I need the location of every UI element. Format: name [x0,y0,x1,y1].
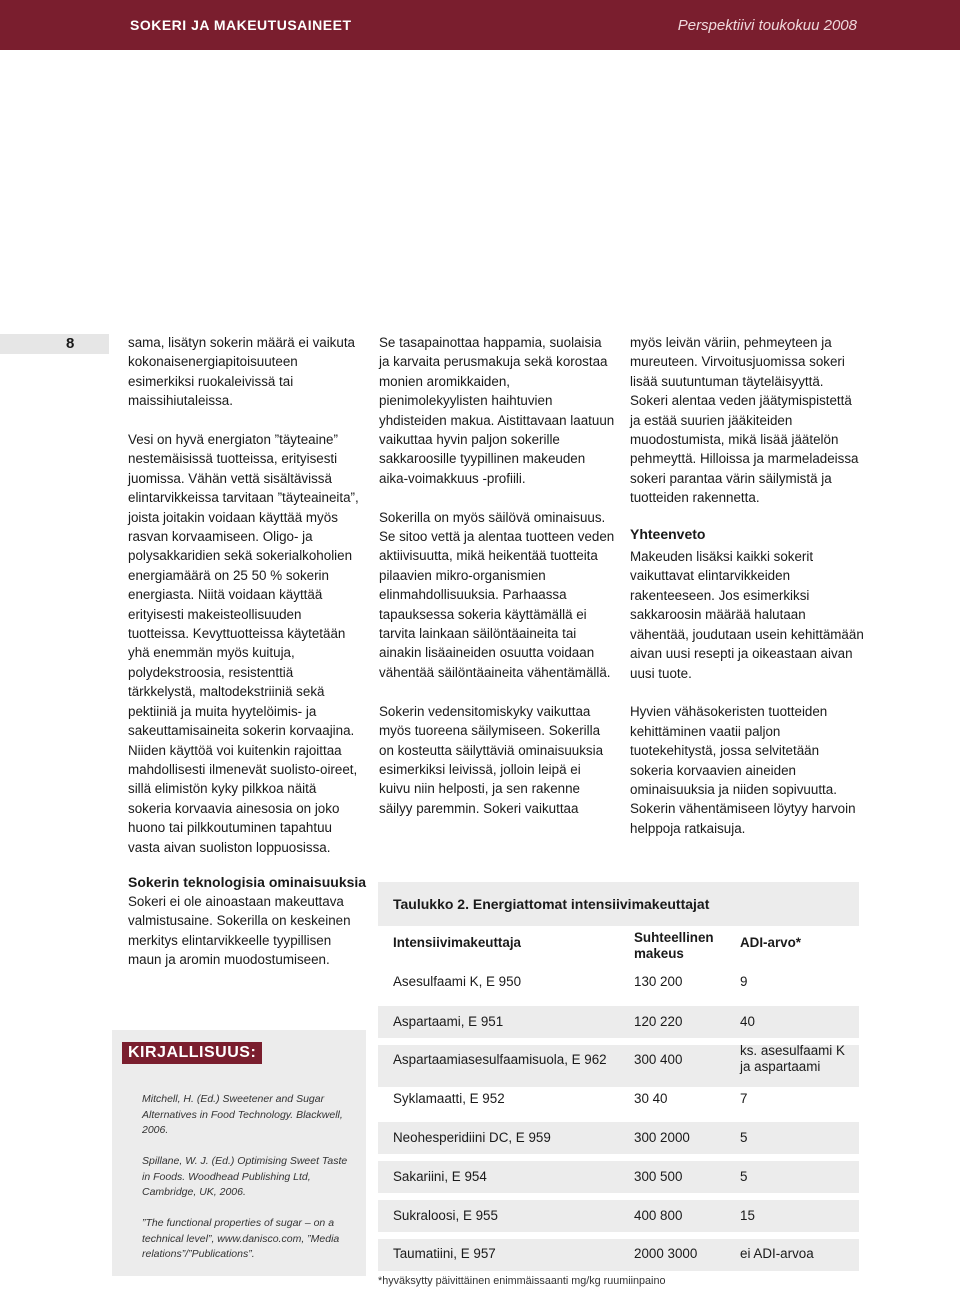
paragraph: Sokerin vedensitomiskyky vaikuttaa myös tuoreena säilymiseen. Sokerilla on kosteutta säilyttäviä ominaisuuksia esimerkiksi leivissä, jolloin leipä ei kuivu niin helposti, ja sen rakenne säilyy paremmin. Sokeri vaikuttaa [379,703,604,816]
table-cell: Aspartaamiasesulfaamisuola, E 962 [393,1052,607,1067]
table-cell: 15 [740,1208,755,1223]
table-cell: Syklamaatti, E 952 [393,1091,505,1106]
table-cell: 300 2000 [634,1130,690,1145]
table-cell: ei ADI-arvoa [740,1246,814,1261]
reference-item: Spillane, W. J. (Ed.) Optimising Sweet Taste in Foods. Woodhead Publishing Ltd, Cambridge, UK, 2006. [142,1155,348,1198]
table-cell: 130 200 [634,974,683,989]
technology-text: Sokeri ei ole ainoastaan makeuttava valmistusaine. Sokerilla on keskeinen merkitys elintarvikkeelle tyypillisen maun ja aromin muodostumiseen. [128,894,351,968]
table-cell: 40 [740,1014,755,1029]
paragraph: sama, lisätyn sokerin määrä ei vaikuta kokonaisenergiapitoisuuteen esimerkiksi ruokaleivissä tai maissihiutaleissa. [128,335,355,409]
table-cell: Sukraloosi, E 955 [393,1208,498,1223]
paragraph: Vesi on hyvä energiaton ”täyteaine” nestemäisissä tuotteissa, erityisesti juomissa. Vähän vettä sisältävissä elintarvikkeissa tarvitaan ”täyteaineita”, joista joitakin voidaan käyttää myös rasvan korvaamiseen. Oligo- ja polysakkaridien sekä sokerialkoholien energiamäärä on 25 50 % sokerin energiasta. Niitä voidaan käyttää erityisesti makeisteollisuuden tuotteissa. Kevyttuotteissa käytetään yhä enemmän myös kuituja, polydekstroosia, resistenttiä tärkkelystä, maltodekstriiniä sekä pektiiniä ja muita hyytelöimis- ja sakeuttamisaineita sokerin korvaajina. Niiden käyttöä voi kuitenkin rajoittaa mahdollisesti ilmenevät suolisto-oireet, sillä elimistön kyky pilkkoa näitä sokeria korvaavia ainesosia on joko huono tai pilkkoutuminen tapahtuu vasta aivan suoliston loppuosissa. [128,432,359,855]
table-header: Intensiivimakeuttaja [393,935,522,950]
reference-item: ”The functional properties of sugar – on a technical level”, www.danisco.com, ”Media relations”/”Publications”. [142,1217,340,1260]
page-header [0,0,960,50]
paragraph: Hyvien vähäsokeristen tuotteiden kehittäminen vaatii paljon tuotekehitystä, jossa selvitetään sokeria korvaavien aineiden ominaisuuksia ja niiden sopivuutta. Sokerin vähentämiseen löytyy harvoin helppoja ratkaisuja. [630,704,856,836]
table-cell: 300 500 [634,1169,683,1184]
table-footnote: *hyväksytty päivittäinen enimmäissaanti mg/kg ruumiinpaino [378,1275,666,1287]
table-caption: Taulukko 2. Energiattomat intensiivimakeuttajat [393,896,710,912]
column-3 [630,333,865,838]
table-cell: ks. asesulfaami K ja aspartaami [740,1043,845,1074]
page-number: 8 [66,335,75,352]
table-cell: 5 [740,1169,748,1184]
table-cell: 120 220 [634,1014,683,1029]
table-cell: 7 [740,1091,748,1106]
technology-heading: Sokerin teknologisia ominaisuuksia [128,874,367,890]
table-cell: Taumatiini, E 957 [393,1246,496,1261]
table-cell: Sakariini, E 954 [393,1169,487,1184]
reference-item: Mitchell, H. (Ed.) Sweetener and Sugar Alternatives in Food Technology. Blackwell, 2006. [142,1093,343,1136]
table-cell: Aspartaami, E 951 [393,1014,504,1029]
table-cell: 400 800 [634,1208,683,1223]
table-cell: 30 40 [634,1091,668,1106]
table-cell: 2000 3000 [634,1246,698,1261]
paragraph: Se tasapainottaa happamia, suolaisia ja karvaita perusmakuja sekä korostaa monien aromikkaiden, pienimolekyylisten haihtuvien yhdisteiden makua. Aistittavaan laatuun vaikuttaa hyvin paljon sokerille sakkaroosille tyypillinen makeuden aika-voimakkuus -profiili. [379,335,615,486]
reference-list [142,1092,354,1278]
publication-info: Perspektiivi toukokuu 2008 [677,17,857,34]
table-cell: Asesulfaami K, E 950 [393,974,522,989]
paragraph: Sokerilla on myös säilövä ominaisuus. Se sitoo vettä ja alentaa tuotteen veden aktiivisuutta, mikä heikentää tuotteita pilaavien mikro-organismien elinmahdollisuuksia. Parhaassa tapauksessa sokeria käyttämällä ei tarvita lainkaan säilöntäaineita tai ainakin lisäaineiden osuutta voidaan vähentää säilöntäaineita vähentämällä. [379,509,615,680]
column-1 [128,333,363,857]
table-header-band [378,926,859,976]
table-cell: Neohesperidiini DC, E 959 [393,1130,551,1145]
technology-section [128,873,368,970]
table-header: ADI-arvo* [740,935,802,950]
paragraph: Makeuden lisäksi kaikki sokerit vaikuttavat elintarvikkeiden rakenteeseen. Jos esimerkiksi sakkaroosin määrää halutaan vähentää, joudutaan usein kehittämään aivan uusi resepti ja oikeastaan aivan uusi tuote. [630,549,864,681]
page-number-bar [0,334,109,354]
table-header: Suhteellinen makeus [634,930,714,961]
table-cell: 300 400 [634,1052,683,1067]
paragraph: myös leivän väriin, pehmeyteen ja mureuteen. Virvoitusjuomissa sokeri lisää suutuntuman täyteläisyyttä. Sokeri alentaa veden jäätymispistettä ja estää suurien jääkiteiden muodostumista, mikä lisää jäätelön pehmeyttä. Hilloissa ja marmeladeissa sokeri parantaa värin säilymistä ja tuotteiden rakennetta. [630,335,859,506]
table-cell: 9 [740,974,748,989]
column-2 [379,333,615,818]
sweetener-table [378,882,859,1272]
summary-heading: Yhteenveto [630,525,706,542]
literature-label: KIRJALLISUUS: [122,1042,262,1064]
table-cell: 5 [740,1130,748,1145]
section-title: SOKERI JA MAKEUTUSAINEET [130,17,352,33]
